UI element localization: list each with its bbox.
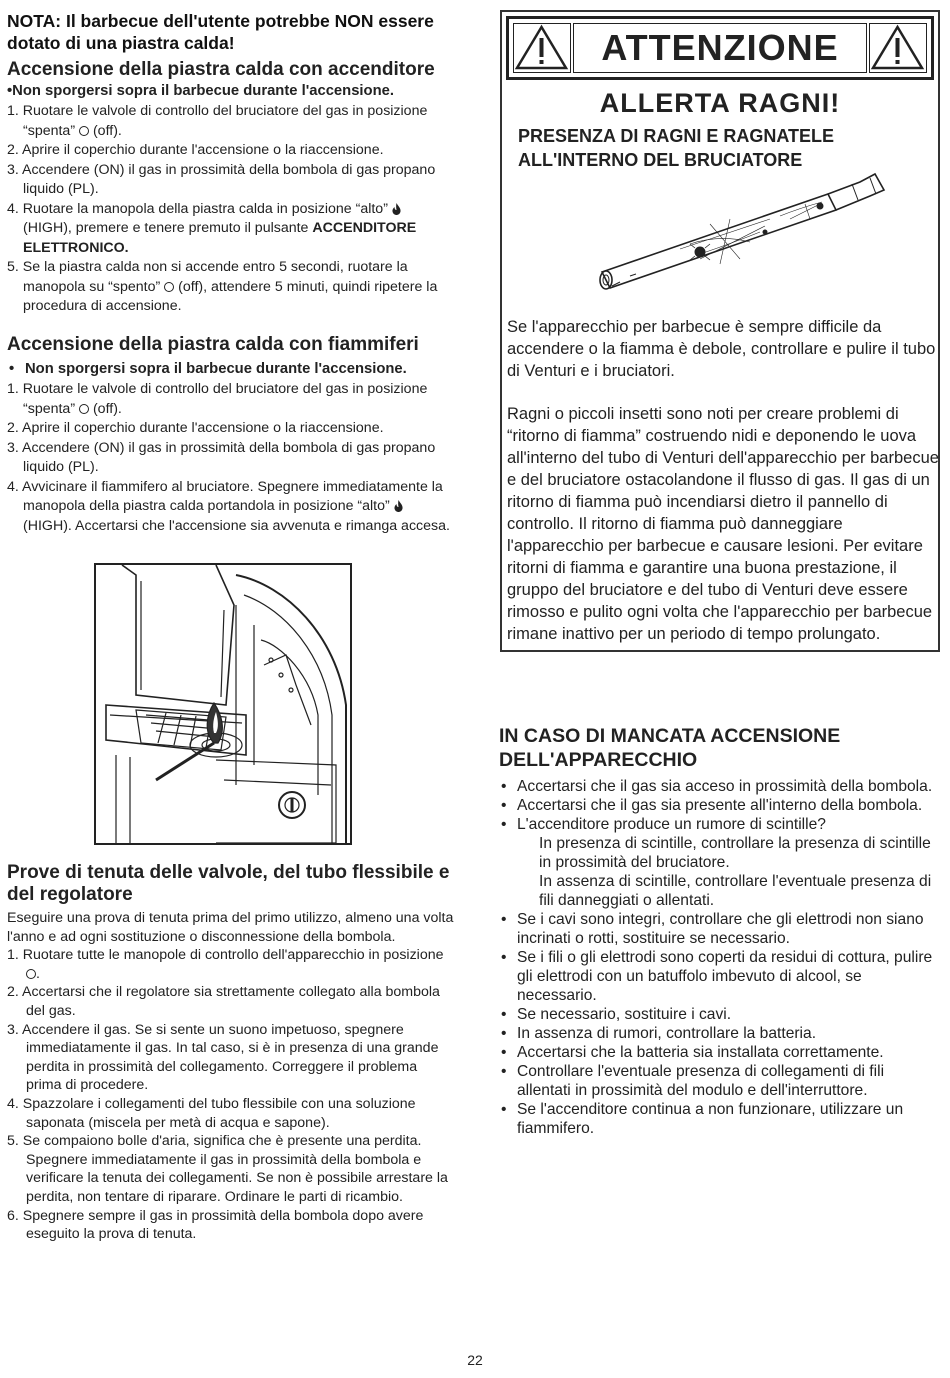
- step-2: 2. Aprire il coperchio durante l'accensione o la riaccensione.: [7, 420, 384, 436]
- side-burner-igniter-section: [7, 10, 447, 317]
- ignition-failure-section: [499, 724, 939, 1138]
- list-item: • Se i fili o gli elettrodi sono coperti da residui di cottura, pulire gli elettrodi con un batuffolo imbevuto di alcool, se necessario.: [499, 948, 939, 1005]
- list-item: • In assenza di rumori, controllare la batteria.: [499, 1024, 939, 1043]
- step-2: 2. Accertarsi che il regolatore sia strettamente collegato alla bombola del gas.: [7, 984, 440, 1019]
- note-heading: NOTA: Il barbecue dell'utente potrebbe NON essere dotato di una piastra calda!: [7, 11, 434, 53]
- step-2: 2. Aprire il coperchio durante l'accensione o la riaccensione.: [7, 142, 384, 158]
- warning-triangle-icon: [869, 23, 927, 73]
- step-6: 6. Spegnere sempre il gas in prossimità della bombola dopo avere eseguito la prova di tenuta.: [7, 1207, 424, 1243]
- list-subitem: In presenza di scintille, controllare la presenza di scintille in prossimità del bruciatore.: [539, 835, 931, 871]
- list-item: • Accertarsi che il gas sia presente all'interno della bombola.: [499, 796, 939, 815]
- side-burner-illustration: [94, 563, 352, 845]
- troubleshooting-list: [499, 777, 939, 1138]
- leak-test-section: [7, 862, 455, 1244]
- step-1: 1. Ruotare le valvole di controllo del bruciatore del gas in posizione “spenta” (off).: [7, 103, 428, 139]
- list-item: • Se i cavi sono integri, controllare che gli elettrodi non siano incrinati o rotti, sostituire se necessario.: [499, 910, 939, 948]
- step-4: 4. Spazzolare i collegamenti del tubo flessibile con una soluzione saponata (miscela per metà di acqua e sapone).: [7, 1095, 416, 1131]
- igniter-lighting-title: Accensione della piastra calda con accenditore: [7, 59, 435, 80]
- leak-test-title: Prove di tenuta delle valvole, del tubo flessibile e del regolatore: [7, 862, 450, 905]
- list-item: • Se l'accenditore continua a non funzionare, utilizzare un fiammifero.: [499, 1100, 939, 1138]
- list-item: • L'accenditore produce un rumore di scintille?: [499, 815, 939, 834]
- list-item: • Accertarsi che la batteria sia installata correttamente.: [499, 1043, 939, 1062]
- page-number: 22: [467, 1352, 483, 1368]
- flame-high-icon: [392, 203, 401, 215]
- circle-off-icon: [164, 282, 174, 292]
- circle-off-icon: [79, 126, 89, 136]
- flame-high-icon: [394, 500, 403, 512]
- step-3: 3. Accendere il gas. Se si sente un suono impetuoso, spegnere immediatamente il gas. In tal caso, si è in presenza di una grande perdita in prossimità del collegamento. Correggere il problema prima di procedere.: [7, 1021, 439, 1094]
- list-item: • Controllare l'eventuale presenza di collegamenti di fili allentati in prossimità del modulo e dell'interruttore.: [499, 1062, 939, 1100]
- step-1: 1. Ruotare tutte le manopole di controllo dell'apparecchio in posizione .: [7, 947, 444, 982]
- list-item: • Accertarsi che il gas sia acceso in prossimità della bombola.: [499, 777, 939, 796]
- warning-triangle-icon: [513, 23, 571, 73]
- match-lighting-title: Accensione della piastra calda con fiammiferi: [7, 334, 419, 355]
- venturi-tube-illustration: [590, 164, 890, 304]
- spider-alert-paragraph-1: Se l'apparecchio per barbecue è sempre difficile da accendere o la fiamma è debole, controllare e pulire il tubo di Venturi e i bruciatori.: [507, 318, 936, 380]
- circle-off-icon: [79, 404, 89, 414]
- igniter-steps: [7, 102, 447, 317]
- list-item: • Se necessario, sostituire i cavi.: [499, 1005, 939, 1024]
- step-3: 3. Accendere (ON) il gas in prossimità della bombola di gas propano liquido (PL).: [7, 161, 436, 197]
- spider-warning-box: [500, 10, 940, 652]
- list-subitem: In assenza di scintille, controllare l'eventuale presenza di fili danneggiati o allentati.: [539, 873, 932, 909]
- step-1: 1. Ruotare le valvole di controllo del bruciatore del gas in posizione “spenta” (off).: [7, 381, 428, 417]
- ignition-failure-title: IN CASO DI MANCATA ACCENSIONE DELL'APPARECCHIO: [499, 725, 841, 771]
- side-burner-match-section: [7, 334, 452, 536]
- step-4: 4. Avvicinare il fiammifero al bruciatore. Spegnere immediatamente la manopola della piastra calda portandola in posizione “alto” (HIGH). Accertarsi che l'accensione sia avvenuta e rimanga accesa.: [7, 478, 450, 534]
- leak-test-intro: Eseguire una prova di tenuta prima del primo utilizzo, almeno una volta l'anno e ad ogni sostituzione o disconnessione della bombola.: [7, 910, 454, 945]
- circle-off-icon: [26, 969, 36, 979]
- step-3: 3. Accendere (ON) il gas in prossimità della bombola di gas propano liquido (PL).: [7, 439, 436, 475]
- spider-alert-subtitle: PRESENZA DI RAGNI E RAGNATELE ALL'INTERNO DEL BRUCIATORE: [518, 126, 835, 170]
- attention-title: ATTENZIONE: [573, 23, 867, 73]
- match-warning: • Non sporgersi sopra il barbecue durante l'accensione.: [7, 359, 452, 380]
- spider-alert-paragraph-2: Ragni o piccoli insetti sono noti per creare problemi di “ritorno di fiamma” costruendo nidi e deponendo le uova all'interno del tubo di Venturi dell'apparecchio per barbecue e del bruciatore ostacolandone il flusso di gas. Il gas di un ritorno di fiamma può incendiarsi dietro il pannello di controllo. Il ritorno di fiamma può danneggiare l'apparecchio per barbecue e causare lesioni. Per evitare ritorni di fiamma e garantire una buona prestazione, il gruppo del bruciatore e del tubo di Venturi deve essere rimosso e pulito ogni volta che l'apparecchio per barbecue rimane inattivo per un periodo di tempo prolungato.: [507, 405, 939, 643]
- leak-test-steps: [7, 946, 455, 1244]
- attention-banner: [506, 16, 934, 80]
- igniter-warning: •Non sporgersi sopra il barbecue durante l'accensione.: [7, 83, 394, 99]
- match-steps: [7, 380, 452, 536]
- step-5: 5. Se la piastra calda non si accende entro 5 secondi, ruotare la manopola su “spento” (off), attendere 5 minuti, quindi ripetere la procedura di accensione.: [7, 259, 438, 314]
- step-5: 5. Se compaiono bolle d'aria, significa che è presente una perdita. Spegnere immediatamente il gas in prossimità della bombola e verificare la tenuta dei collegamenti. Se non è possibile arrestare la perdita, non tentare di riparare. Ordinare le parti di ricambio.: [7, 1133, 448, 1205]
- step-4: 4. Ruotare la manopola della piastra calda in posizione “alto” (HIGH), premere e tenere premuto il pulsante ACCENDITORE ELETTRONICO.: [7, 200, 417, 256]
- spider-alert-title: ALLERTA RAGNI!: [599, 88, 841, 118]
